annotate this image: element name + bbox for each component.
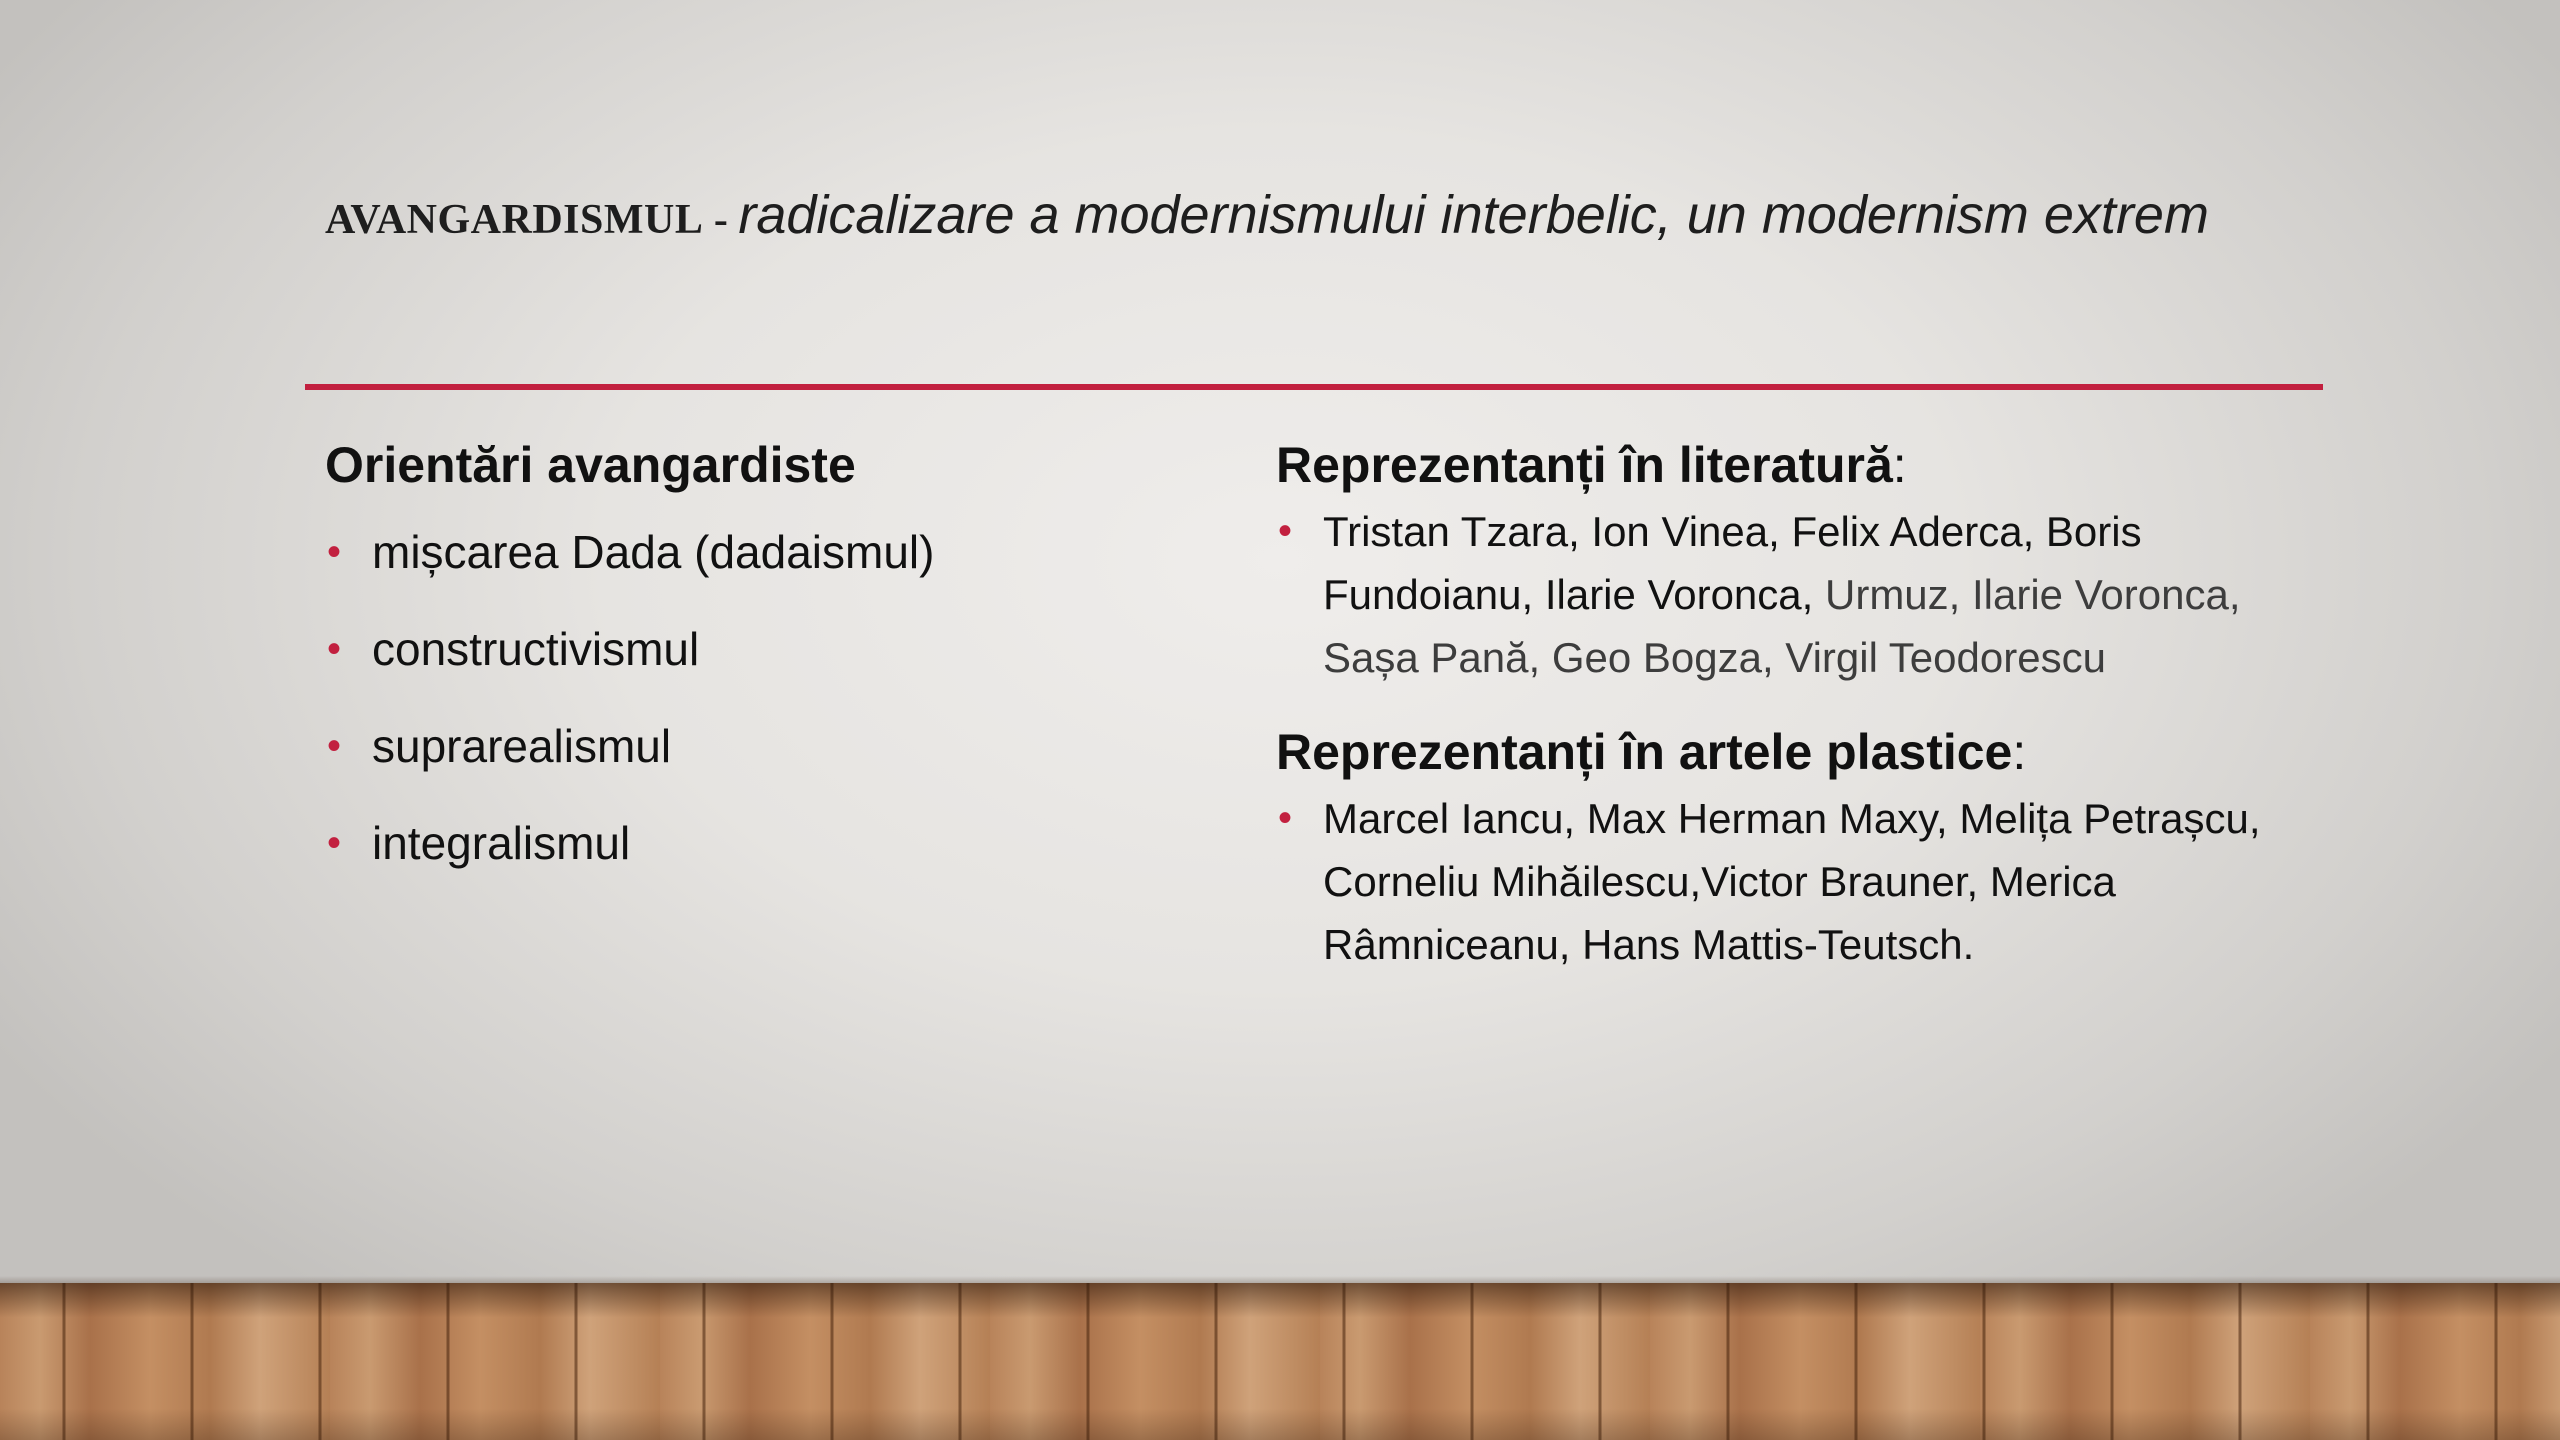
literature-names-primary: Tristan Tzara, Ion Vinea, Felix Aderca, Boris Fundoianu, Ilarie Voronca, [1323, 508, 2142, 618]
orientation-label: constructivismul [372, 623, 700, 675]
floor-shadow [0, 1283, 2560, 1440]
title-subtitle: radicalizare a modernismului interbelic, un modernism extrem [738, 185, 2209, 245]
bullet-icon: • [327, 724, 342, 768]
orientations-column [325, 430, 1225, 908]
orientations-list [325, 520, 1225, 875]
list-item [325, 520, 1225, 584]
literature-heading [1276, 430, 2276, 500]
orientation-label: mișcarea Dada (dadaismul) [372, 526, 935, 578]
list-item [325, 714, 1225, 778]
orientations-heading: Orientări avangardiste [325, 437, 856, 493]
list-item [1276, 500, 2276, 689]
slide-title [325, 175, 2325, 255]
title-separator: - [703, 197, 739, 243]
list-item [325, 617, 1225, 681]
literature-names-secondary: Urmuz, Ilarie Voronca, Sașa Pană, Geo Bogza, Virgil Teodorescu [1323, 571, 2241, 681]
bullet-icon: • [1278, 509, 1293, 553]
orientation-label: integralismul [372, 817, 631, 869]
list-item [1276, 787, 2276, 976]
literature-heading-colon: : [1892, 437, 1907, 493]
wooden-floor [0, 1283, 2560, 1440]
bullet-icon: • [327, 530, 342, 574]
literature-heading-text: Reprezentanți în literatură [1276, 437, 1893, 493]
literature-list [1276, 500, 2276, 689]
orientation-label: suprarealismul [372, 720, 672, 772]
arts-names: Marcel Iancu, Max Herman Maxy, Melița Petrașcu, Corneliu Mihăilescu,Victor Brauner, Merica Râmniceanu, Hans Mattis-Teutsch. [1323, 795, 2261, 968]
arts-heading-colon: : [2012, 724, 2027, 780]
bullet-icon: • [1278, 796, 1293, 840]
arts-list [1276, 787, 2276, 976]
title-divider [305, 384, 2323, 390]
arts-heading [1276, 717, 2276, 787]
title-keyword: AVANGARDISMUL [325, 197, 704, 243]
bullet-icon: • [327, 627, 342, 671]
arts-heading-text: Reprezentanți în artele plastice [1276, 724, 2013, 780]
representatives-column [1276, 430, 2276, 976]
bullet-icon: • [327, 821, 342, 865]
list-item [325, 811, 1225, 875]
